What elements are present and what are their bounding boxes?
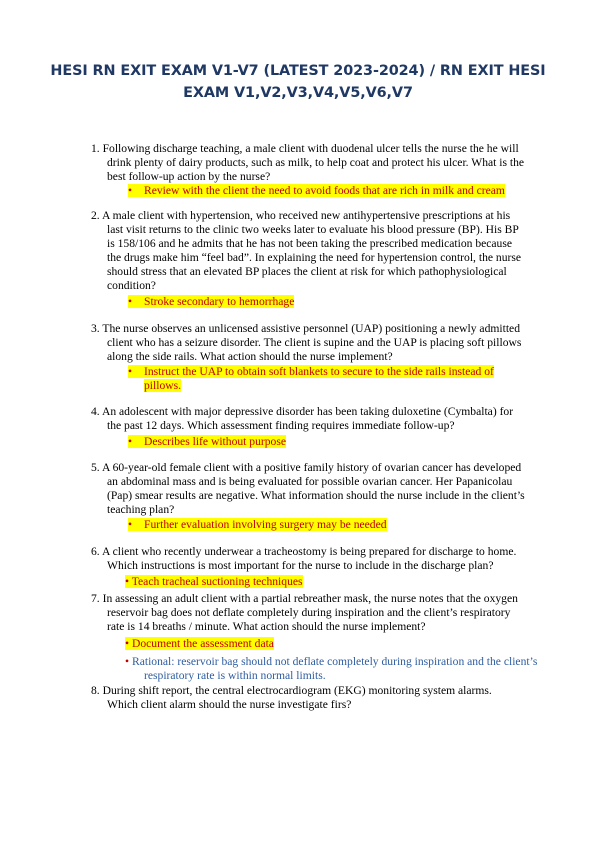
question-2-line-5: should stress that an elevated BP places the client at risk for which pathophysiological [107, 265, 507, 278]
question-5-line-4: teaching plan? [107, 503, 175, 516]
bullet-icon: • [125, 655, 132, 668]
answer-text: Review with the client the need to avoid foods that are rich in milk and cream [144, 184, 505, 197]
question-2-line-6: condition? [107, 279, 156, 292]
bullet-icon: • [128, 518, 133, 531]
question-1-answer [128, 184, 505, 198]
question-5-line-1: 5. A 60-year-old female client with a positive family history of ovarian cancer has developed [91, 461, 522, 474]
answer-text: Stroke secondary to hemorrhage [144, 295, 295, 308]
question-8-line-2: Which client alarm should the nurse investigate firs? [107, 698, 352, 711]
question-2-line-2: last visit returns to the clinic two weeks later to evaluate his blood pressure (BP). His BP [107, 223, 519, 236]
question-1-line-3: best follow-up action by the nurse? [107, 170, 271, 183]
question-2-line-1: 2. A male client with hypertension, who received new antihypertensive prescriptions at his [91, 209, 511, 222]
question-2-answer [128, 295, 294, 309]
question-6-line-2: Which instructions is most important for the nurse to include in the discharge plan? [107, 559, 494, 572]
bullet-icon: • [128, 295, 133, 308]
question-8-line-1: 8. During shift report, the central electrocardiogram (EKG) monitoring system alarms. [91, 684, 492, 697]
question-7-line-1: 7. In assessing an adult client with a partial rebreather mask, the nurse notes that the oxygen [91, 592, 518, 605]
question-1-line-1: 1. Following discharge teaching, a male client with duodenal ulcer tells the nurse the he will [91, 142, 519, 155]
question-6-answer [125, 575, 303, 589]
bullet-icon: • [128, 365, 133, 378]
question-4-answer [128, 435, 286, 449]
bullet-icon: • [125, 575, 132, 588]
question-7-line-2: reservoir bag does not deflate completely during inspiration and the client’s respiratory [107, 606, 511, 619]
question-5-answer [128, 518, 387, 532]
bullet-icon: • [128, 184, 133, 197]
question-6-line-1: 6. A client who recently underwear a tracheostomy is being prepared for discharge to home. [91, 545, 517, 558]
question-5-line-3: (Pap) smear results are negative. What information should the nurse include in the client’s [107, 489, 525, 502]
rationale-text: Rational: reservoir bag should not deflate completely during inspiration and the client’s [131, 655, 538, 668]
title-line-1: HESI RN EXIT EXAM V1-V7 (LATEST 2023-2024) / RN EXIT HESI [50, 63, 546, 79]
question-5-line-2: an abdominal mass and is being evaluated for possible ovarian cancer. Her Papanicolau [107, 475, 513, 488]
answer-text: Document the assessment data [131, 637, 274, 650]
answer-text: Further evaluation involving surgery may be needed [144, 518, 387, 531]
question-4-line-2: the past 12 days. Which assessment finding requires immediate follow-up? [107, 419, 455, 432]
question-7-rationale [125, 655, 537, 669]
answer-text: Teach tracheal suctioning techniques [131, 575, 303, 588]
question-4-line-1: 4. An adolescent with major depressive disorder has been taking duloxetine (Cymbalta) for [91, 405, 514, 418]
answer-text: Instruct the UAP to obtain soft blankets to secure to the side rails instead of [144, 365, 494, 378]
question-1-line-2: drink plenty of dairy products, such as milk, to help coat and protect his ulcer. What is the [107, 156, 525, 169]
question-3-line-1: 3. The nurse observes an unlicensed assistive personnel (UAP) positioning a newly admitted [91, 322, 520, 335]
question-7-rationale-cont: respiratory rate is within normal limits. [144, 669, 326, 682]
question-3-answer [128, 365, 494, 379]
answer-text: Describes life without purpose [144, 435, 286, 448]
question-2-line-4: the drugs make him “feel bad”. In explaining the need for hypertension control, the nurse [107, 251, 522, 264]
title-line-2: EXAM V1,V2,V3,V4,V5,V6,V7 [183, 85, 413, 101]
question-2-line-3: is 158/106 and he admits that he has not been taking the prescribed medication because [107, 237, 513, 250]
answer-text: pillows. [144, 379, 182, 392]
document-title [40, 60, 556, 104]
bullet-icon: • [128, 435, 133, 448]
bullet-icon: • [125, 637, 132, 650]
question-3-line-2: client who has a seizure disorder. The client is supine and the UAP is placing soft pillows [107, 336, 522, 349]
question-3-answer-cont [144, 379, 181, 393]
question-7-line-3: rate is 14 breaths / minute. What action should the nurse implement? [107, 620, 426, 633]
question-3-line-3: along the side rails. What action should the nurse implement? [107, 350, 393, 363]
question-7-answer [125, 637, 274, 651]
